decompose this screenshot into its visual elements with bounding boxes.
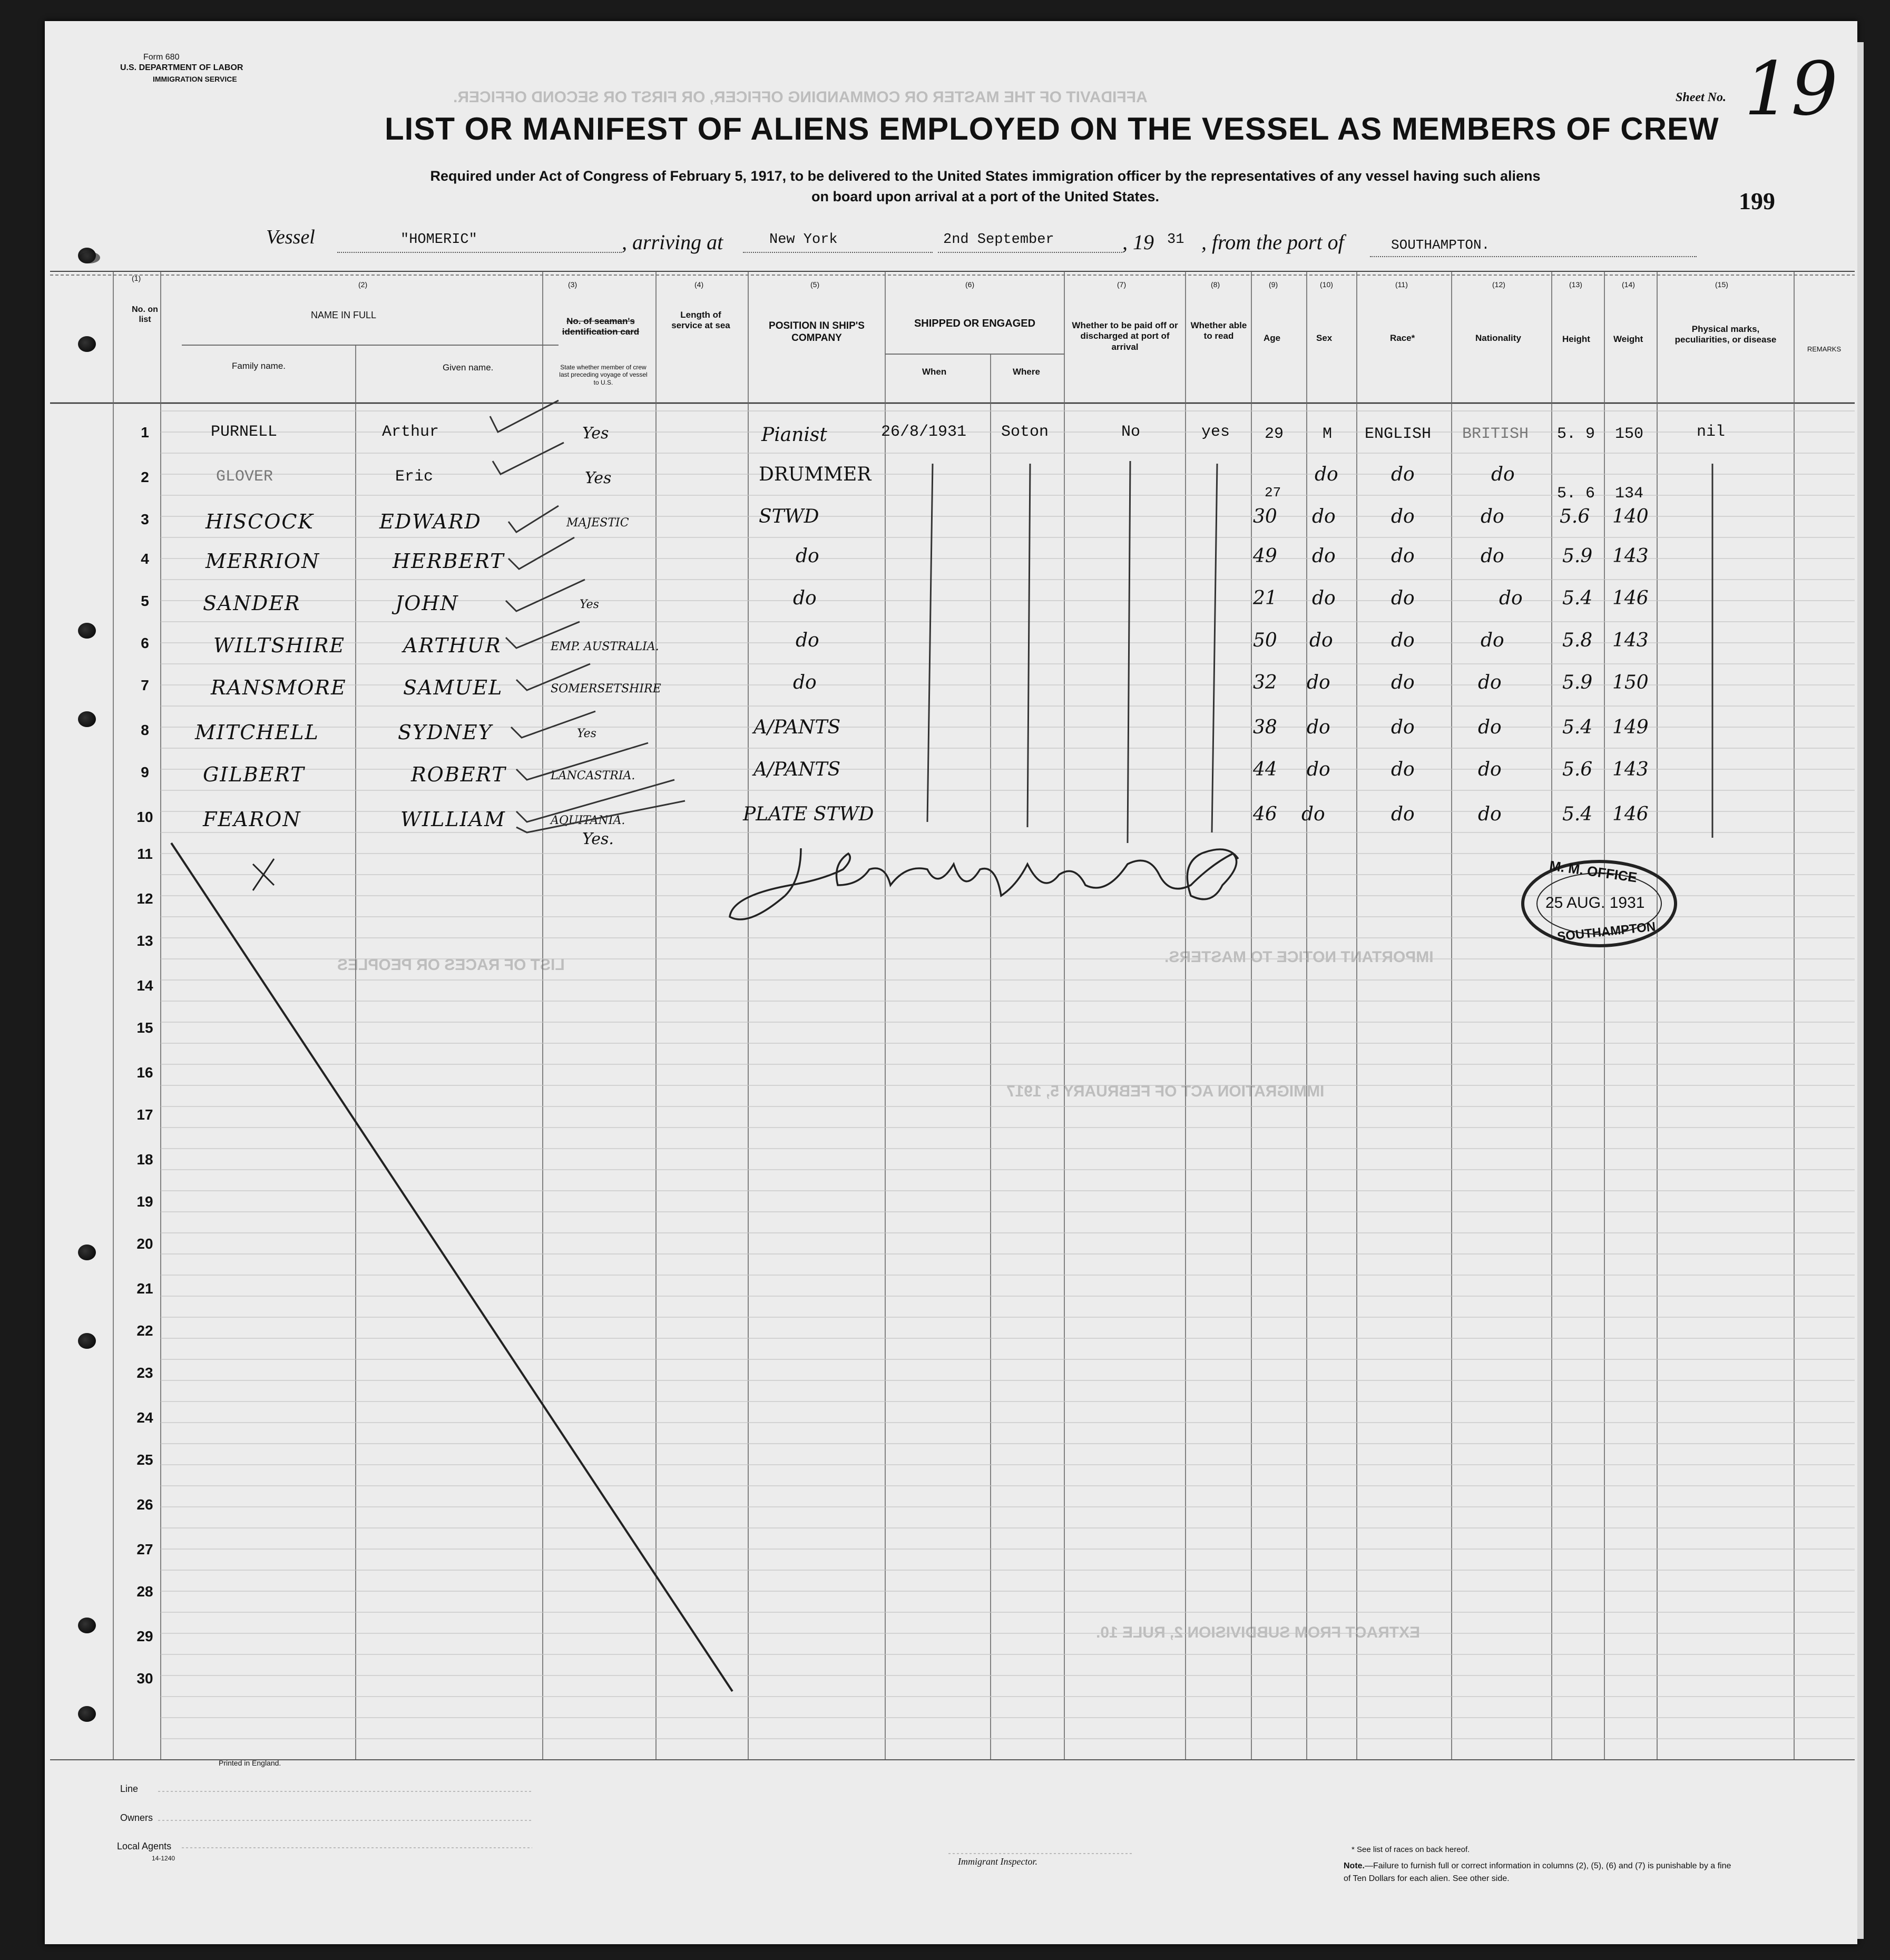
mm-office-stamp <box>1520 856 1678 951</box>
row-number: 30 <box>136 1670 153 1687</box>
cell-given: ARTHUR <box>403 634 502 657</box>
row-number: 4 <box>141 551 149 567</box>
footer-agents-label: Local Agents <box>117 1841 172 1851</box>
cell-card: AQUITANIA. <box>551 814 625 827</box>
header-seaman-card: No. of seaman's identification card <box>562 316 640 337</box>
row-number: 29 <box>136 1628 153 1644</box>
cell-sex: do <box>1307 759 1330 780</box>
cell-weight: 150 <box>1612 672 1649 693</box>
cell-given: Arthur <box>382 423 439 441</box>
cell-race: do <box>1391 545 1415 567</box>
form-number: Form 680 <box>143 53 180 62</box>
cell-age: 50 <box>1253 630 1277 651</box>
cell-height: 5.4 <box>1562 587 1593 609</box>
cell-nationality: do <box>1491 464 1515 485</box>
row-number: 6 <box>141 635 149 651</box>
cell-card: Yes <box>582 424 609 443</box>
cell-weight: 150 <box>1615 425 1644 443</box>
cell-family: GLOVER <box>216 468 273 486</box>
header-remarks: REMARKS <box>1807 345 1842 353</box>
bleed-through-notice: IMPORTANT NOTICE TO MASTERS. <box>1164 948 1434 966</box>
cell-nationality: do <box>1481 506 1504 527</box>
cell-race: do <box>1391 803 1415 825</box>
cell-sex: do <box>1312 506 1336 527</box>
row-number: 5 <box>141 593 149 609</box>
header-when: When <box>922 367 947 377</box>
cell-nationality: do <box>1478 672 1502 693</box>
header-position: POSITION IN SHIP'S COMPANY <box>769 320 865 344</box>
row-number: 11 <box>137 846 153 862</box>
cell-where: Soton <box>1001 423 1049 441</box>
cell-nationality: do <box>1499 587 1523 609</box>
cell-family: GILBERT <box>203 763 305 786</box>
cell-nationality: do <box>1478 759 1502 780</box>
cell-race: do <box>1391 587 1415 609</box>
col-num-3: (3) <box>568 280 577 289</box>
cell-height: 5.8 <box>1562 630 1593 651</box>
header-where: Where <box>1013 367 1040 377</box>
header-age: Age <box>1264 333 1281 343</box>
cell-card: EMP. AUSTRALIA. <box>551 640 659 653</box>
bleed-through-affidavit: AFFIDAVIT OF THE MASTER OR COMMANDING OFFICER, OR FIRST OR SECOND OFFICER. <box>453 89 1148 106</box>
cell-age: 38 <box>1253 717 1277 738</box>
cell-given: EDWARD <box>379 510 482 533</box>
race-footnote: * See list of races on back hereof. <box>1352 1845 1470 1854</box>
header-race: Race* <box>1390 333 1415 343</box>
vessel-name: "HOMERIC" <box>400 232 477 248</box>
note-text: —Failure to furnish full or correct information in columns (2), (5), (6) and (7) is punishable by a fine of Ten Dollars for each alien. See other side. <box>1344 1861 1731 1883</box>
subtitle-line-2: on board upon arrival at a port of the United States. <box>811 189 1160 205</box>
row-number: 15 <box>136 1020 153 1036</box>
stamp-bottom-text: SOUTHAMPTON <box>1556 919 1657 944</box>
cell-family: RANSMORE <box>211 676 347 699</box>
cell-sex: do <box>1315 464 1338 485</box>
cell-position: A/PANTS <box>753 717 841 738</box>
row-number: 25 <box>136 1452 153 1468</box>
col-num-5: (5) <box>810 280 820 289</box>
cell-position: do <box>796 545 819 567</box>
cell-nationality: do <box>1478 717 1502 738</box>
cell-weight: 140 <box>1612 506 1649 527</box>
cell-race: ENGLISH <box>1365 425 1432 443</box>
col-num-14: (14) <box>1622 280 1635 289</box>
row-number: 3 <box>141 511 149 527</box>
col-num-1: (1) <box>132 274 141 282</box>
cell-position: STWD <box>759 506 819 527</box>
cell-family: SANDER <box>203 592 301 615</box>
cell-position: Pianist <box>761 424 827 446</box>
col-num-7: (7) <box>1117 280 1127 289</box>
service-name: IMMIGRATION SERVICE <box>153 75 237 83</box>
row-number: 18 <box>136 1151 153 1168</box>
header-given-name: Given name. <box>443 362 494 373</box>
cell-height: 5.6 <box>1562 759 1593 780</box>
cell-age: 44 <box>1253 759 1277 780</box>
row-number: 26 <box>136 1496 153 1513</box>
row-number: 1 <box>141 424 149 440</box>
col-num-4: (4) <box>694 280 704 289</box>
cell-position: A/PANTS <box>753 759 841 780</box>
cell-sex: do <box>1307 717 1330 738</box>
row-number: 13 <box>136 933 153 949</box>
footer-owners-label: Owners <box>120 1812 153 1823</box>
cell-family: HISCOCK <box>205 510 314 533</box>
cell-height: 5.4 <box>1562 717 1593 738</box>
from-label: , from the port of <box>1201 230 1344 254</box>
cell-given: HERBERT <box>393 550 505 573</box>
row-number: 8 <box>141 722 149 738</box>
arrival-date: 2nd September <box>943 232 1054 248</box>
row-number: 28 <box>136 1583 153 1600</box>
row-number: 16 <box>136 1064 153 1081</box>
cell-sex: do <box>1307 672 1330 693</box>
arrival-year: 31 <box>1167 232 1184 248</box>
row-number: 23 <box>136 1365 153 1381</box>
year-prefix: , 19 <box>1122 230 1154 254</box>
cell-family: PURNELL <box>211 423 278 441</box>
cell-sex: do <box>1312 587 1336 609</box>
arriving-label: , arriving at <box>622 230 723 254</box>
cell-position: do <box>793 587 817 609</box>
row-number: 17 <box>136 1106 153 1123</box>
cell-physical: nil <box>1697 423 1726 441</box>
cell-nationality: BRITISH <box>1462 425 1529 443</box>
cell-given: Eric <box>395 468 434 486</box>
row-number: 21 <box>136 1280 153 1297</box>
cell-race: do <box>1391 717 1415 738</box>
form-code: 14-1240 <box>152 1855 175 1862</box>
cell-race: do <box>1391 672 1415 693</box>
cell-weight: 149 <box>1612 717 1649 738</box>
cell-card: Yes <box>580 598 599 611</box>
cell-card-2: Yes. <box>582 830 614 848</box>
page-number: 199 <box>1739 188 1775 214</box>
cell-age: 46 <box>1253 803 1277 825</box>
bleed-through-races: LIST OF RACES OR PEOPLES <box>337 956 565 974</box>
col-num-8: (8) <box>1211 280 1220 289</box>
cell-sex: do <box>1312 545 1336 567</box>
cell-card: Yes <box>577 727 596 740</box>
row-number: 9 <box>141 764 149 780</box>
cell-race: do <box>1391 464 1415 485</box>
cell-position: do <box>796 630 819 651</box>
col-num-15: (15) <box>1715 280 1728 289</box>
cell-race: do <box>1391 630 1415 651</box>
header-weight: Weight <box>1613 334 1643 344</box>
row-number: 24 <box>136 1409 153 1426</box>
cell-height: 5.4 <box>1562 803 1593 825</box>
cell-given: WILLIAM <box>400 808 506 831</box>
cell-given: JOHN <box>395 592 459 615</box>
col-num-2: (2) <box>358 280 368 289</box>
row-number: 19 <box>136 1193 153 1210</box>
cell-nationality: do <box>1481 630 1504 651</box>
cell-age: 21 <box>1253 587 1277 609</box>
header-sex: Sex <box>1316 333 1333 343</box>
printed-in: Printed in England. <box>219 1759 281 1767</box>
row-number: 2 <box>141 469 149 485</box>
cell-card: LANCASTRIA. <box>551 769 635 782</box>
header-length-service: Length of service at sea <box>671 310 730 331</box>
inspector-label: Immigrant Inspector. <box>958 1856 1037 1867</box>
header-name-in-full: NAME IN FULL <box>311 310 377 320</box>
header-able-read: Whether able to read <box>1190 320 1247 341</box>
cell-race: do <box>1391 759 1415 780</box>
cell-sex: M <box>1323 425 1333 443</box>
row-number: 12 <box>136 890 153 907</box>
from-port: SOUTHAMPTON. <box>1391 237 1490 253</box>
header-physical: Physical marks, peculiarities, or disease <box>1674 324 1777 345</box>
cell-card: Yes <box>585 469 612 487</box>
cell-age: 49 <box>1253 545 1277 567</box>
cell-weight: 134 <box>1615 485 1644 503</box>
cell-when: 26/8/1931 <box>881 423 967 441</box>
sheet-label: Sheet No. <box>1676 91 1726 104</box>
header-family-name: Family name. <box>232 361 286 371</box>
cell-height: 5. 9 <box>1557 425 1595 443</box>
col-num-9: (9) <box>1269 280 1278 289</box>
cell-age: 32 <box>1253 672 1277 693</box>
cell-position: do <box>793 672 817 693</box>
cell-family: FEARON <box>203 808 301 831</box>
cell-weight: 143 <box>1612 545 1649 567</box>
header-state-whether: State whether member of crew last preceding voyage of vessel to U.S. <box>559 364 648 386</box>
cell-sex: do <box>1301 803 1325 825</box>
cell-weight: 146 <box>1612 803 1649 825</box>
cell-position: DRUMMER <box>759 464 871 485</box>
col-num-13: (13) <box>1569 280 1582 289</box>
cell-read: yes <box>1201 423 1230 441</box>
cell-family: MITCHELL <box>195 721 319 744</box>
col-num-10: (10) <box>1320 280 1333 289</box>
note-label: Note. <box>1344 1861 1365 1870</box>
cell-given: SAMUEL <box>403 676 503 699</box>
vessel-label: Vessel <box>266 226 315 248</box>
bleed-through-act: IMMIGRATION ACT OF FEBRUARY 5, 1917 <box>1006 1083 1325 1100</box>
cell-height: 5. 6 <box>1557 485 1595 503</box>
cell-weight: 143 <box>1612 630 1649 651</box>
cell-card: SOMERSETSHIRE <box>551 682 661 695</box>
cell-age: 27 <box>1265 485 1281 501</box>
row-number: 27 <box>136 1541 153 1557</box>
row-number: 22 <box>136 1322 153 1339</box>
cell-position: PLATE STWD <box>743 803 874 825</box>
penalty-note <box>1344 1860 1734 1885</box>
cell-paid: No <box>1121 423 1141 441</box>
cell-height: 5.6 <box>1560 506 1590 527</box>
cell-family: MERRION <box>205 550 320 573</box>
col-num-12: (12) <box>1492 280 1505 289</box>
row-number: 20 <box>136 1236 153 1252</box>
row-number: 14 <box>136 977 153 994</box>
stamp-date: 25 AUG. 1931 <box>1545 894 1645 912</box>
cell-given: SYDNEY <box>398 721 493 744</box>
header-height: Height <box>1562 334 1590 344</box>
cell-weight: 146 <box>1612 587 1649 609</box>
subtitle-line-1: Required under Act of Congress of February 5, 1917, to be delivered to the United States immigration officer by the representatives of any vessel having such aliens <box>430 168 1541 184</box>
col-num-6: (6) <box>965 280 975 289</box>
cell-race: do <box>1391 506 1415 527</box>
header-shipped: SHIPPED OR ENGAGED <box>914 318 1036 329</box>
header-nationality: Nationality <box>1475 333 1521 343</box>
row-number: 7 <box>141 677 149 693</box>
manifest-title: LIST OR MANIFEST OF ALIENS EMPLOYED ON THE VESSEL AS MEMBERS OF CREW <box>385 111 1719 146</box>
cell-card: MAJESTIC <box>566 516 629 530</box>
header-paid-off: Whether to be paid off or discharged at port of arrival <box>1072 320 1178 352</box>
cell-sex: do <box>1309 630 1333 651</box>
footer-line-label: Line <box>120 1783 139 1794</box>
cell-given: ROBERT <box>411 763 506 786</box>
sheet-number: 19 <box>1744 46 1838 132</box>
cell-height: 5.9 <box>1562 672 1593 693</box>
department-name: U.S. DEPARTMENT OF LABOR <box>120 63 243 72</box>
cell-height: 5.9 <box>1562 545 1593 567</box>
cell-nationality: do <box>1478 803 1502 825</box>
cell-family: WILTSHIRE <box>213 634 346 657</box>
bleed-through-extract: EXTRACT FROM SUBDIVISION 2, RULE 10. <box>1096 1624 1421 1641</box>
arriving-port: New York <box>769 232 838 248</box>
row-number: 10 <box>136 809 153 825</box>
cell-age: 29 <box>1265 425 1284 443</box>
cell-age: 30 <box>1253 506 1277 527</box>
cell-weight: 143 <box>1612 759 1649 780</box>
stamp-top-text: M. M. OFFICE <box>1548 857 1638 886</box>
col-num-11: (11) <box>1395 280 1408 289</box>
cell-nationality: do <box>1481 545 1504 567</box>
header-no-on-list: No. on list <box>132 305 158 325</box>
